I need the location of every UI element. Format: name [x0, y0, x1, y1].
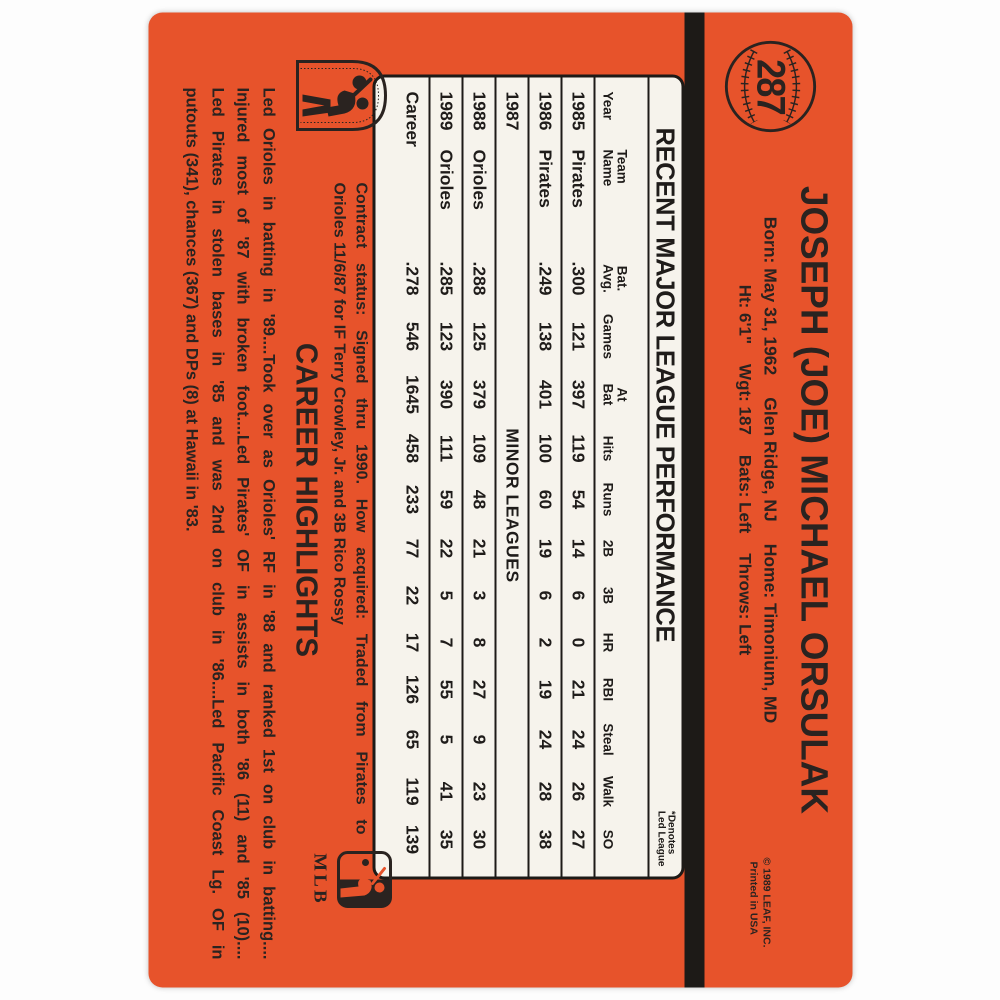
stat-cell: 5 — [436, 590, 456, 601]
card-number: 287 — [748, 59, 793, 114]
stat-cell: 19 — [535, 679, 555, 700]
stat-cell: 19 — [535, 538, 555, 559]
stats-title: RECENT MAJOR LEAGUE PERFORMANCE — [650, 127, 681, 643]
stat-cell: .288 — [469, 261, 489, 296]
column-header-line2: Avg. — [600, 264, 615, 293]
stat-cell: 22 — [436, 538, 456, 559]
column-header-line2: Walk — [600, 775, 615, 807]
stat-cell: 41 — [436, 781, 456, 802]
stat-cell: 1988 — [469, 91, 489, 131]
stat-cell: 55 — [436, 679, 456, 700]
stat-cell: 77 — [402, 538, 422, 559]
contract-line-2: Orioles 11/6/87 for IF Terry Crowley, Jr. and 3B Rico Rossy — [330, 182, 347, 625]
stat-cell: Pirates — [535, 149, 555, 208]
denotes-line-2: Led League — [655, 810, 666, 867]
stats-column-header — [595, 150, 628, 250]
career-highlights-text — [178, 88, 280, 960]
stat-cell: 458 — [402, 433, 422, 464]
stat-cell: 24 — [568, 729, 588, 750]
stat-cell: 546 — [402, 321, 422, 352]
stat-cell: 17 — [402, 632, 422, 653]
career-highlights-title: CAREER HIGHLIGHTS — [289, 342, 324, 658]
stat-cell: .249 — [535, 261, 555, 296]
copyright-notice — [746, 858, 772, 948]
weight-value: Wgt: 187 — [735, 364, 754, 435]
column-header-line1: Bat. — [614, 265, 629, 292]
stat-cell: 23 — [469, 781, 489, 802]
stat-cell: 397 — [568, 379, 588, 410]
stats-column-header — [595, 366, 628, 424]
stat-cell: 109 — [469, 433, 489, 464]
stat-cell: 5 — [436, 734, 456, 745]
stat-cell: 6 — [535, 590, 555, 601]
copyright-line-1: © 1989 LEAF, INC. — [760, 857, 772, 948]
stat-cell: 100 — [535, 433, 555, 464]
copyright-line-2: Printed in USA — [747, 861, 759, 936]
born-value: Born: May 31, 1962 — [760, 216, 780, 376]
stat-cell: 138 — [535, 321, 555, 352]
stat-cell: 126 — [402, 674, 422, 705]
stats-column-header — [595, 424, 614, 474]
stats-table-body — [395, 78, 593, 877]
player-name: JOSEPH (JOE) MICHAEL ORSULAK — [792, 185, 834, 815]
stat-cell: 139 — [402, 824, 422, 855]
table-row — [527, 78, 560, 877]
stat-cell: 111 — [436, 434, 456, 463]
stat-cell: 123 — [436, 321, 456, 352]
stat-cell: 7 — [436, 637, 456, 648]
stat-cell: 14 — [568, 538, 588, 559]
stat-cell: 27 — [469, 679, 489, 700]
column-header-line2: 3B — [600, 586, 615, 605]
stat-cell: 38 — [535, 829, 555, 850]
stats-column-header — [595, 620, 614, 666]
card-back — [148, 13, 852, 988]
stats-box — [372, 75, 684, 880]
stats-column-header — [595, 766, 614, 818]
stat-cell: 1645 — [402, 375, 422, 414]
column-header-line2: SO — [600, 829, 615, 850]
table-row — [461, 78, 494, 877]
home-value: Home: Timonium, MD — [760, 543, 780, 724]
year-cell: 1987 — [502, 91, 522, 131]
bio-line-2 — [734, 73, 754, 868]
stat-cell: 1985 — [568, 91, 588, 131]
stat-cell: 0 — [568, 637, 588, 648]
stat-cell: 54 — [568, 489, 588, 510]
throws-value: Throws: Left — [735, 553, 754, 656]
column-header-line2: Steal — [600, 723, 615, 756]
mlb-batter-icon — [336, 851, 392, 909]
stat-cell: 401 — [535, 379, 555, 410]
stats-column-header — [595, 572, 614, 620]
divider-bar — [684, 13, 704, 988]
highlight-line: Injured most of '87 with broken foot....Led Pirates' OF in assists in both '86 (11) and '85 (10).... — [233, 87, 252, 960]
column-header-line2: Runs — [600, 482, 615, 517]
table-row — [560, 78, 593, 877]
stats-column-header — [595, 526, 614, 572]
contract-line-1: Contract status: Signed thru 1990. How acquired: Traded from Pirates to — [352, 182, 369, 835]
stat-cell: 233 — [402, 484, 422, 515]
stat-cell: 1989 — [436, 91, 456, 131]
column-header-line2: Name — [600, 149, 615, 187]
column-header-line2: HR — [600, 632, 615, 653]
stat-cell: 121 — [568, 321, 588, 352]
stats-column-header — [595, 250, 628, 308]
stats-column-header — [595, 714, 614, 766]
stat-cell: .285 — [436, 261, 456, 296]
stat-cell: 22 — [402, 585, 422, 606]
stat-cell: 28 — [535, 781, 555, 802]
stats-column-header — [595, 308, 614, 366]
column-header-line2: Year — [600, 91, 615, 121]
stat-cell: 59 — [436, 489, 456, 510]
birthplace-value: Glen Ridge, NJ — [760, 397, 780, 522]
stat-cell: 60 — [535, 489, 555, 510]
table-row — [428, 78, 461, 877]
minor-leagues-label: MINOR LEAGUES — [502, 428, 522, 583]
stats-column-header — [595, 92, 614, 150]
stats-column-header — [595, 474, 614, 526]
stat-cell: 3 — [469, 590, 489, 601]
stats-column-header — [595, 818, 614, 862]
stat-cell: 30 — [469, 829, 489, 850]
stat-cell: 119 — [402, 777, 422, 806]
highlight-line: Led Pirates in stolen bases in '85 and was 2nd on club in '86....Led Pacific Coast Lg. OF in — [208, 87, 226, 960]
stat-cell: Pirates — [568, 149, 588, 208]
stat-cell: 2 — [535, 637, 555, 648]
mlb-wordmark: MLB — [310, 853, 330, 906]
contract-status — [327, 183, 371, 835]
stat-cell: Orioles — [436, 149, 456, 210]
bats-value: Bats: Left — [735, 454, 754, 534]
column-header-line2: Hits — [600, 435, 615, 462]
stats-column-header — [595, 666, 614, 714]
stat-cell: 26 — [568, 781, 588, 802]
stat-cell: .278 — [402, 261, 422, 296]
highlight-line: putouts (341), chances (367) and DPs (8) at Hawaii in '83. — [182, 87, 201, 532]
column-header-line2: RBI — [600, 677, 615, 702]
stat-cell: 8 — [469, 637, 489, 648]
height-value: Ht: 6'1" — [735, 284, 754, 345]
column-header-line2: Bat — [600, 383, 615, 406]
stat-cell: 21 — [469, 538, 489, 559]
stat-cell: 65 — [402, 729, 422, 750]
stat-cell: 379 — [469, 379, 489, 410]
stat-cell: 390 — [436, 379, 456, 410]
stat-cell: 125 — [469, 321, 489, 352]
denotes-line-1: *Denotes — [665, 810, 677, 855]
column-header-line2: Games — [600, 313, 615, 360]
stat-cell: 27 — [568, 829, 588, 850]
stat-cell: 119 — [568, 434, 588, 463]
column-header-line1: At — [614, 387, 629, 402]
column-header-line1: Team — [614, 149, 629, 184]
stat-cell: 35 — [436, 829, 456, 850]
stat-cell: Orioles — [469, 149, 489, 210]
highlight-line: Led Orioles in batting in '89....Took over as Orioles' RF in '88 and ranked 1st on club in batting.... — [259, 87, 277, 960]
stat-cell: 21 — [568, 679, 588, 700]
column-header-line2: 2B — [600, 539, 615, 558]
stat-cell: .300 — [568, 261, 588, 296]
stats-table-header — [593, 78, 647, 877]
stat-cell: 24 — [535, 729, 555, 750]
stats-title-row — [647, 78, 681, 877]
stat-cell: 1986 — [535, 91, 555, 131]
stat-cell: 6 — [568, 590, 588, 601]
denotes-note — [655, 811, 676, 869]
bio-line-1 — [759, 73, 780, 868]
stat-cell: Career — [402, 91, 422, 147]
stat-cell: 48 — [469, 489, 489, 510]
stat-cell: 9 — [469, 734, 489, 745]
table-row — [395, 78, 428, 877]
table-row — [494, 78, 527, 877]
